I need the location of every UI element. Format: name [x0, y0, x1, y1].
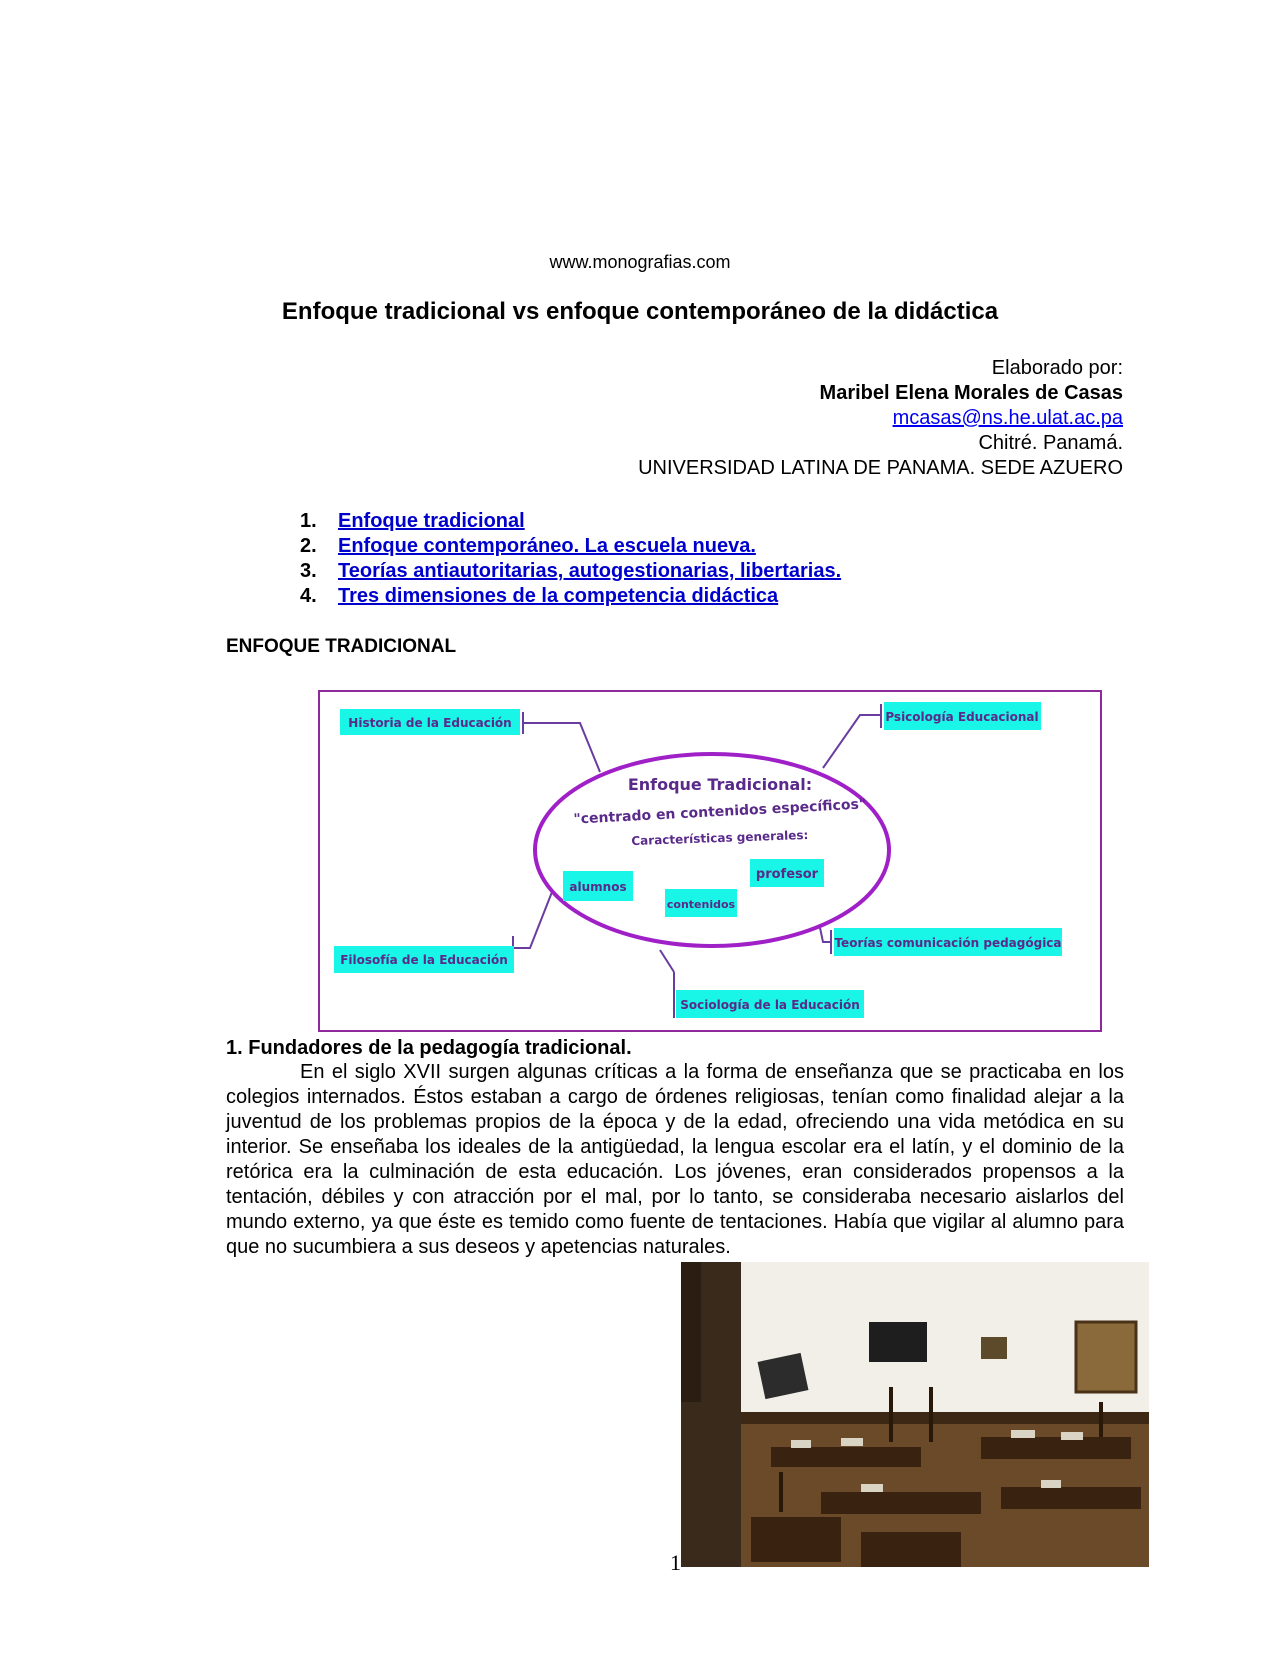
page-number: 1: [670, 1550, 681, 1575]
author-label: Elaborado por:: [991, 357, 1123, 379]
toc-link-enfoque-contemporaneo[interactable]: Enfoque contemporáneo. La escuela nueva.: [338, 535, 756, 557]
box-filosofia-label: Filosofía de la Educación: [340, 953, 508, 967]
table-of-contents: [300, 509, 841, 609]
toc-item: [300, 559, 841, 584]
box-alumnos-label: alumnos: [569, 880, 627, 894]
toc-link-enfoque-tradicional[interactable]: Enfoque tradicional: [338, 510, 525, 532]
author-block: [638, 356, 1123, 481]
author-location: Chitré. Panamá.: [978, 432, 1123, 454]
toc-number: 2.: [300, 535, 317, 557]
toc-number: 1.: [300, 510, 317, 532]
box-profesor-label: profesor: [755, 867, 819, 882]
concept-map-canvas: [320, 692, 1100, 1030]
document-title: Enfoque tradicional vs enfoque contemporáneo de la didáctica: [281, 298, 999, 325]
box-psicologia-label: Psicología Educacional: [885, 710, 1039, 724]
toc-number: 4.: [300, 585, 317, 607]
section-heading: ENFOQUE TRADICIONAL: [226, 636, 457, 657]
paragraph-text: En el siglo XVII surgen algunas críticas a la forma de enseñanza que se practicaba en los colegios internados. Éstos estaban a cargo de órdenes religiosas, tenían como finalidad alejar a la juventud de los problemas propios de la época y de la edad, ofreciendo una vida metódica en su interior. Se enseñaba los ideales de la antigüedad, la lengua escolar era el latín, y el dominio de la retórica era la culminación de esta educación. Los jóvenes, eran considerados propensos a la tentación, débiles y con atracción por el mal, por lo tanto, se consideraba necesario aislarlos del mundo externo, ya que éste es temido como fuente de tentaciones. Había que vigilar al alumno para que no sucumbiera a sus deseos y apetencias naturales.: [226, 1061, 1124, 1258]
author-email-link[interactable]: mcasas@ns.he.ulat.ac.pa: [892, 407, 1123, 429]
toc-number: 3.: [300, 560, 317, 582]
center-title: Enfoque Tradicional:: [627, 775, 813, 794]
toc-link-tres-dimensiones[interactable]: Tres dimensiones de la competencia didáctica: [338, 585, 779, 607]
center-caption: Características generales:: [631, 827, 809, 849]
author-name: Maribel Elena Morales de Casas: [819, 382, 1123, 404]
toc-item: [300, 509, 841, 534]
center-subtitle: "centrado en contenidos específicos": [573, 796, 867, 828]
toc-item: [300, 534, 841, 559]
box-historia-label: Historia de la Educación: [348, 716, 512, 730]
subsection-heading: 1. Fundadores de la pedagogía tradicional.: [226, 1037, 632, 1059]
author-institution: UNIVERSIDAD LATINA DE PANAMA. SEDE AZUERO: [638, 457, 1123, 479]
classroom-photo-image: [681, 1262, 1149, 1567]
body-paragraph: [226, 1060, 1124, 1260]
box-sociologia-label: Sociología de la Educación: [680, 998, 860, 1012]
site-url: www.monografias.com: [549, 252, 731, 272]
classroom-photo: [681, 1262, 1149, 1567]
concept-map: [318, 690, 1102, 1032]
toc-item: [300, 584, 841, 609]
box-contenidos-label: contenidos: [666, 898, 736, 911]
box-teorias-label: Teorías comunicación pedagógica: [834, 936, 1062, 950]
toc-link-teorias-antiautoritarias[interactable]: Teorías antiautoritarias, autogestionarias, libertarias.: [338, 560, 842, 582]
